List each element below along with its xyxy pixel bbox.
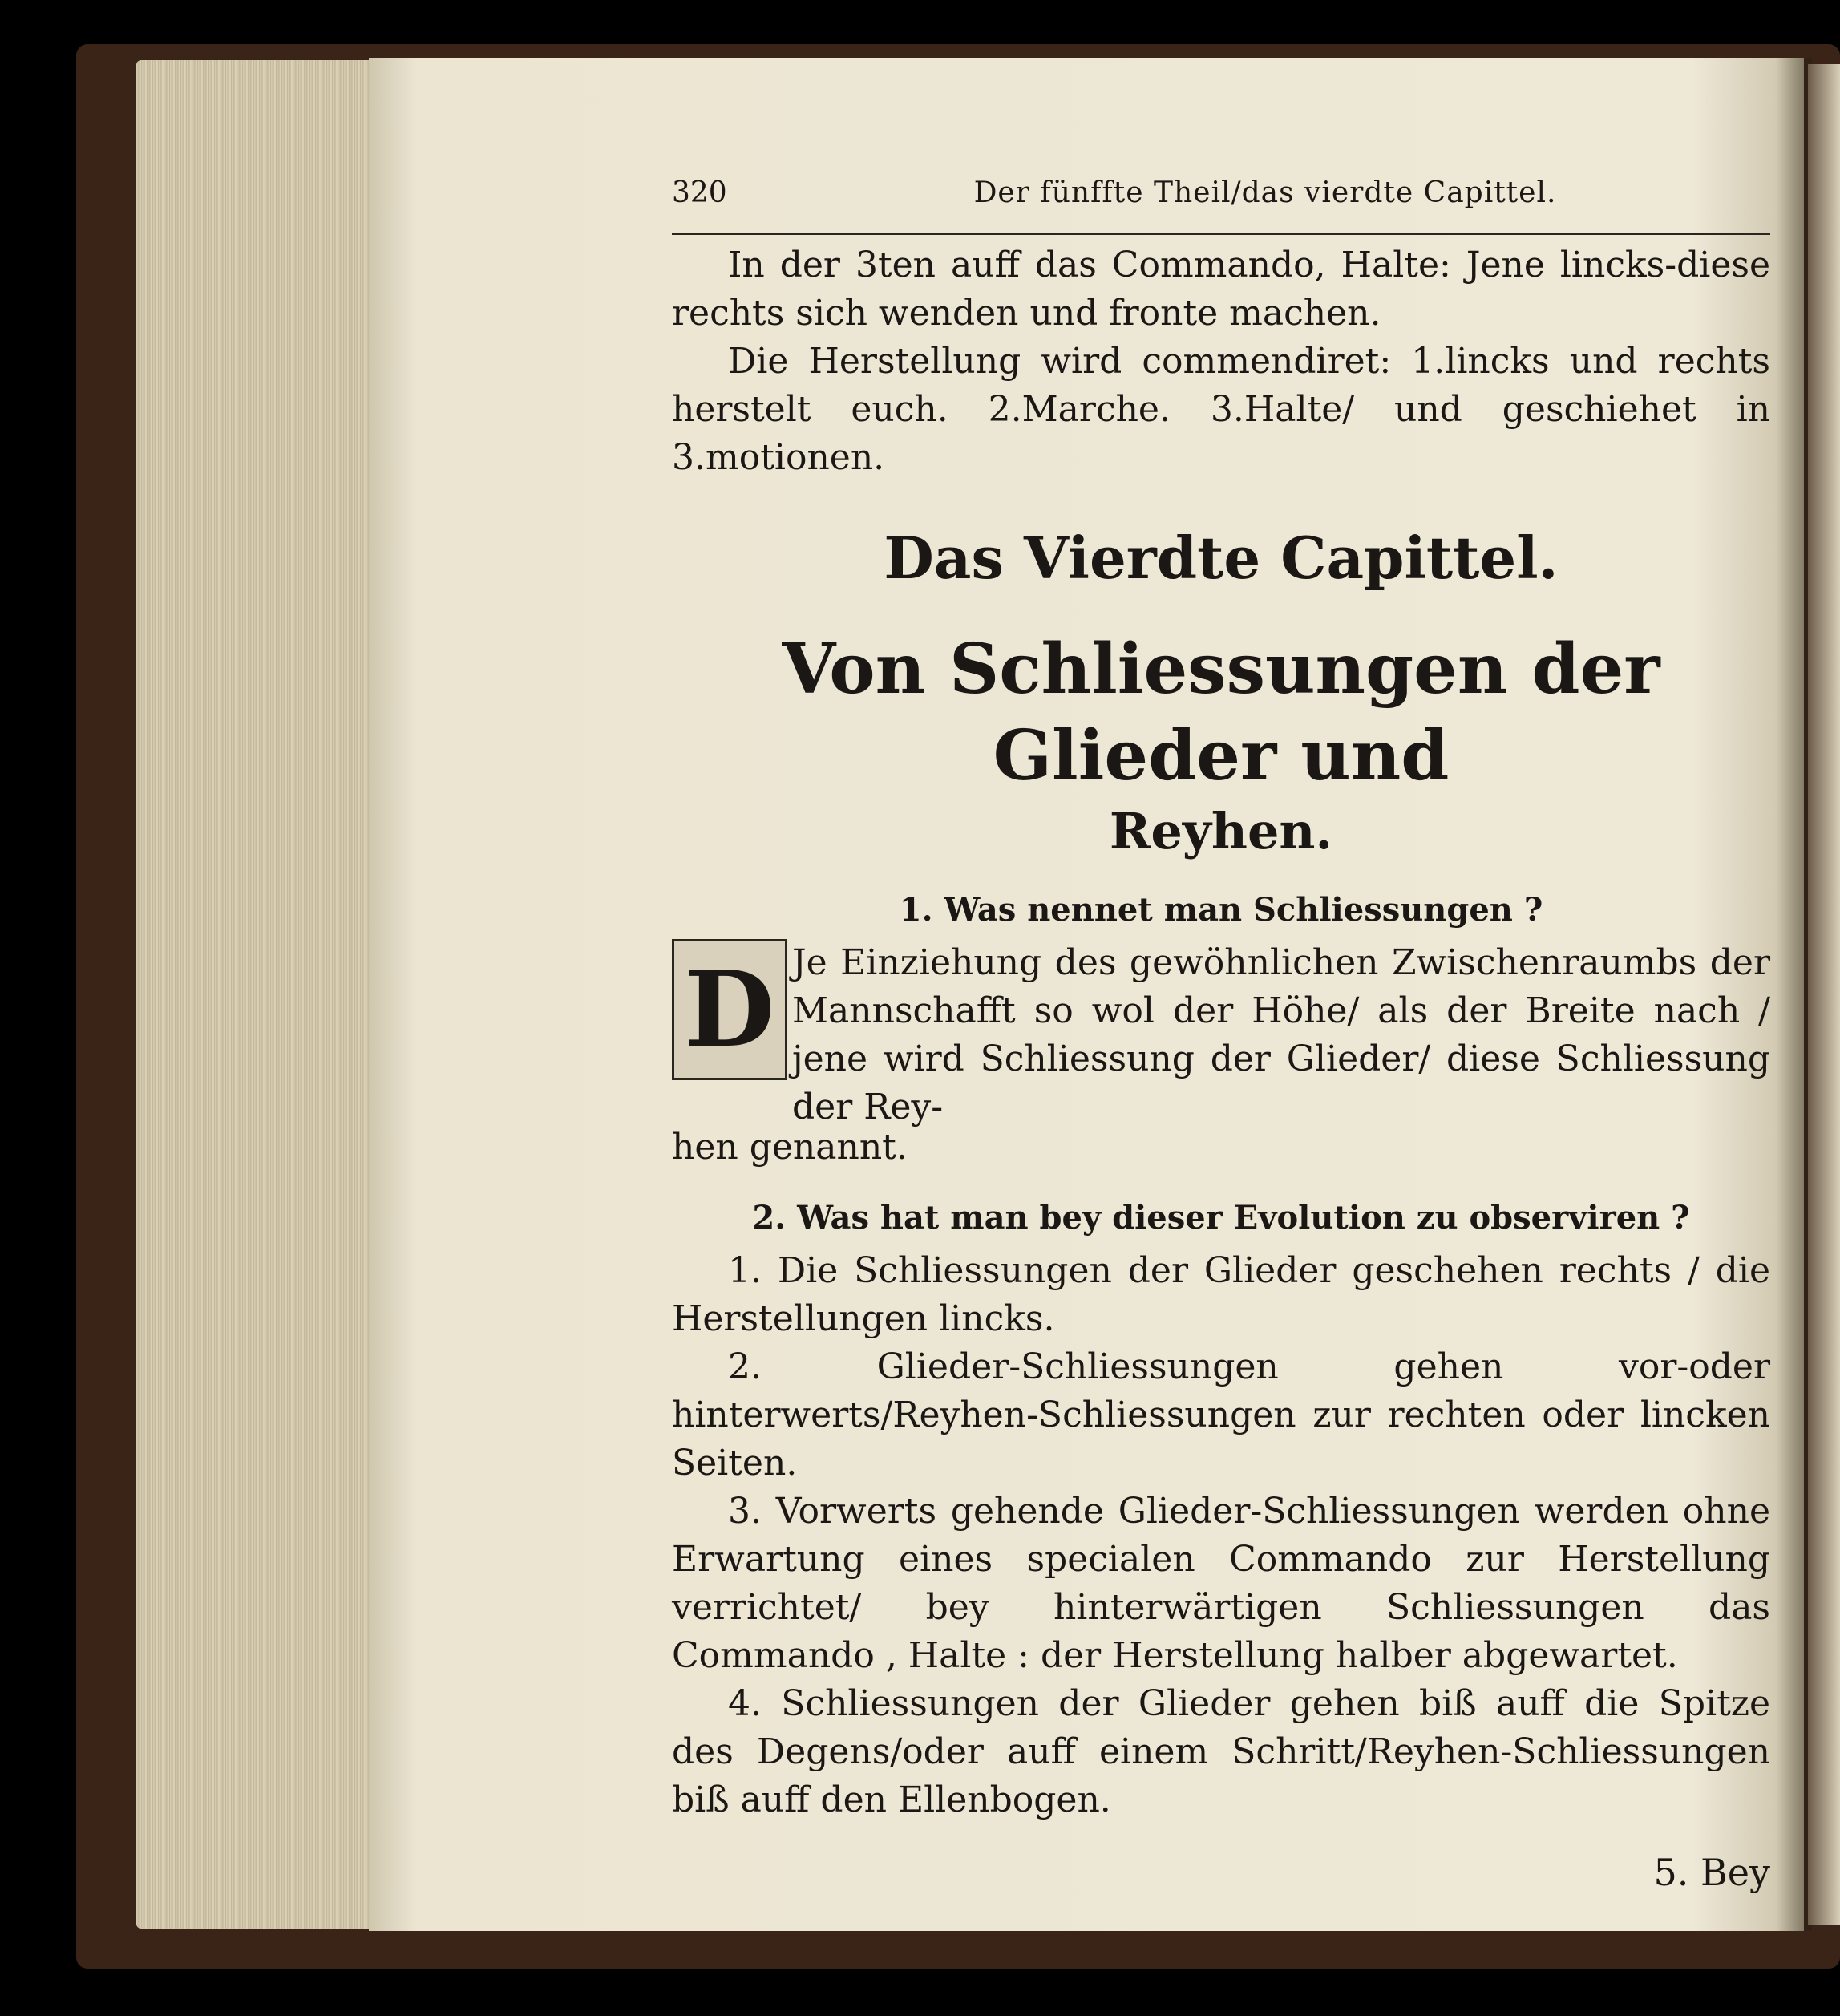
carryover-paragraph-2: Die Herstellung wird commendiret: 1.lincks und rechts herstelt euch. 2.Marche. 3.Halte/ und geschiehet in 3.motionen. <box>672 341 1770 478</box>
running-head: Der fünffte Theil/das vierdte Capittel. <box>973 176 1557 209</box>
facing-page-edge <box>1808 64 1840 1925</box>
point-2: 2. Glieder-Schliessungen gehen vor-oder hinterwerts/Reyhen-Schliessungen zur rechten oder lincken Seiten. <box>672 1346 1770 1484</box>
point-3: 3. Vorwerts gehende Glieder-Schliessungen werden ohne Erwartung eines specialen Commando zur Herstellung verrichtet/ bey hinterwärtigen Schliessungen das Commando , Halte : der Herstellung halber abgewartet. <box>672 1491 1770 1676</box>
question-2: 2. Was hat man bey dieser Evolution zu observiren ? <box>752 1199 1690 1237</box>
chapter-subtitle-line2: Reyhen. <box>1109 802 1333 860</box>
page-edges <box>136 60 377 1929</box>
chapter-subtitle-line1: Von Schliessungen der Glieder und <box>782 629 1660 796</box>
page-number: 320 <box>672 176 727 209</box>
point-4: 4. Schliessungen der Glieder gehen biß auff die Spitze des Degens/oder auff einem Schritt/Reyhen-Schliessungen biß auff den Ellenbogen. <box>672 1683 1770 1820</box>
catchword: 5. Bey <box>1653 1851 1770 1894</box>
carryover-paragraph-1: In der 3ten auff das Commando, Halte: Jene lincks-diese rechts sich wenden und fronte machen. <box>672 245 1770 334</box>
answer-1 <box>672 939 1770 1131</box>
page-text <box>672 176 1770 1897</box>
answer-1-text: Je Einziehung des gewöhnlichen Zwischenraumbs der Mannschafft so wol der Höhe/ als der Breite nach / jene wird Schliessung der Glieder/ diese Schliessung der Rey- <box>792 942 1770 1127</box>
page-gutter <box>1776 58 1812 1931</box>
answer-1-tail: hen genannt. <box>672 1127 908 1168</box>
header-rule <box>672 233 1770 235</box>
question-1: 1. Was nennet man Schliessungen ? <box>899 891 1543 929</box>
page-header <box>672 176 1770 233</box>
point-1: 1. Die Schliessungen der Glieder geschehen rechts / die Herstellungen lincks. <box>672 1250 1770 1339</box>
chapter-title: Das Vierdte Capittel. <box>884 524 1559 592</box>
dropcap-initial: D <box>672 939 787 1080</box>
